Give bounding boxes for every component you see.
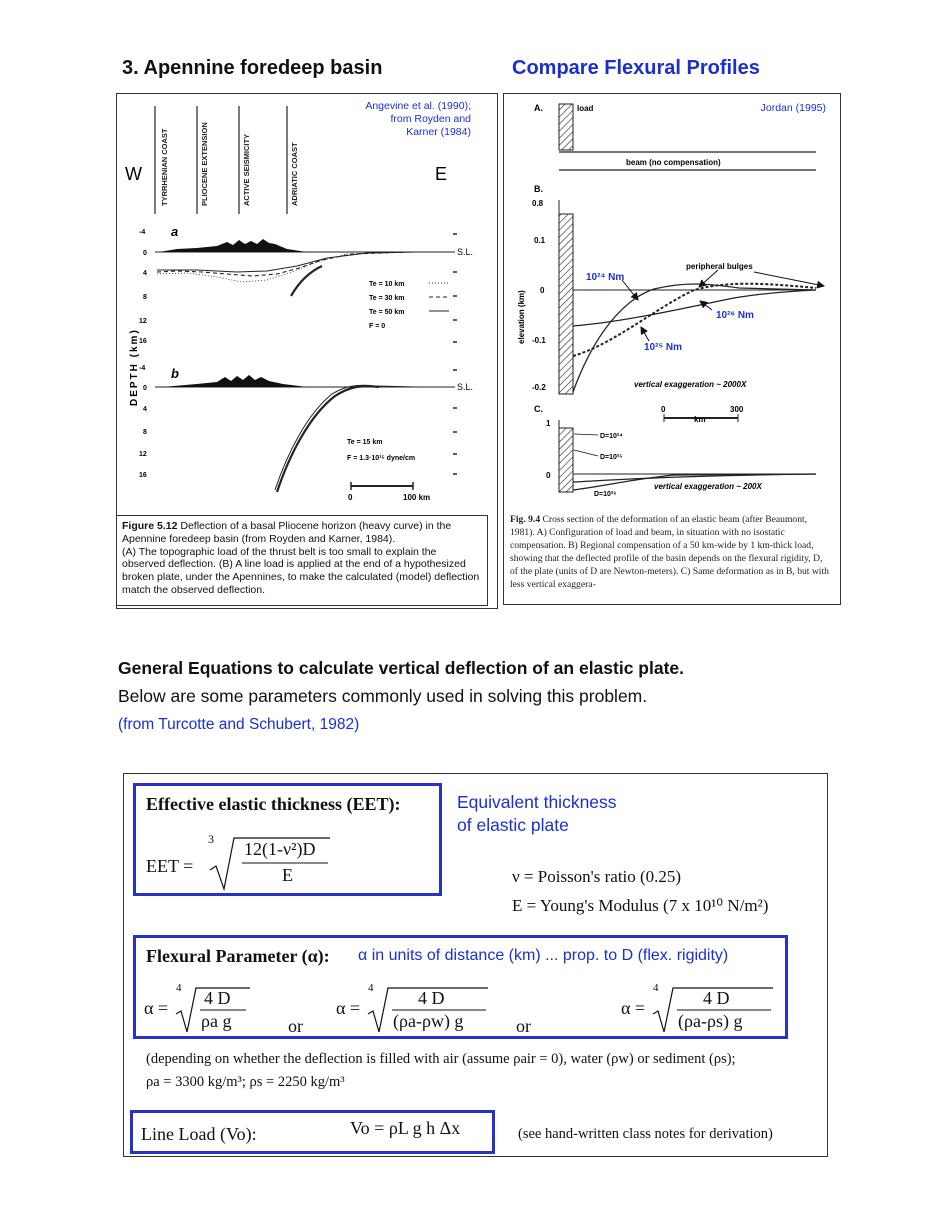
legend-b-item: F = 1.3·10¹⁵ dyne/cm [347, 455, 416, 462]
legend-a-item: F = 0 [369, 323, 386, 330]
equivalent-thickness-note: Equivalent thickness of elastic plate [457, 792, 617, 835]
tick: -4 [139, 365, 146, 372]
left-figure-credit: Angevine et al. (1990); from Royden and Karner (1984) [365, 100, 471, 138]
c-scale-zero: 0 [661, 405, 666, 414]
curve-te50 [157, 252, 417, 272]
sea-level-label-a: S.L. [457, 247, 474, 257]
flexural-note: α in units of distance (km) ... prop. to D (flex. rigidity) [358, 947, 729, 964]
b-tick: -0.1 [532, 336, 546, 345]
b-tick: 0 [540, 286, 545, 295]
curve-d24 [573, 284, 816, 392]
eet-title: Effective elastic thickness (EET): [146, 794, 401, 814]
sea-level-label-b: S.L. [457, 382, 474, 392]
flexural-title: Flexural Parameter (α): [146, 946, 330, 966]
panel-c-label: C. [534, 404, 543, 414]
c-d-label: D=10²⁵ [600, 454, 623, 461]
curve-d25 [573, 284, 816, 356]
apennine-figure [116, 93, 498, 609]
b-tick: 0.1 [534, 236, 546, 245]
b-tick: -0.2 [532, 383, 546, 392]
topographic-load-b [162, 375, 307, 387]
load-label: load [577, 104, 594, 113]
panel-b-label: b [171, 366, 179, 381]
flexural-parameter-box [133, 935, 788, 1039]
beam-label: beam (no compensation) [626, 158, 721, 167]
left-caption-bold: Figure 5.12 [122, 520, 178, 532]
model-curve-b [275, 385, 417, 490]
alpha-lhs: α = [621, 998, 646, 1018]
tick: -4 [139, 229, 146, 236]
youngs-modulus: E = Young's Modulus (7 x 10¹⁰ N/m²) [512, 896, 769, 915]
load-block-c [559, 428, 573, 492]
eet-numerator: 12(1-ν²)D [244, 839, 316, 859]
west-label: W [125, 164, 142, 184]
eet-box [133, 783, 442, 896]
alpha1-index: 4 [176, 982, 182, 994]
label-d25: 10²⁵ Nm [644, 342, 683, 353]
general-source: (from Turcotte and Schubert, 1982) [118, 716, 360, 733]
tick: 16 [139, 472, 147, 479]
eet-denominator: E [282, 865, 293, 885]
eet-lhs: EET = [146, 856, 194, 876]
right-figure-credit: Jordan (1995) [760, 102, 826, 114]
apennine-diagram [117, 94, 497, 514]
east-label: E [435, 164, 448, 184]
legend-a-item: Te = 50 km [369, 309, 405, 316]
left-heading: 3. Apennine foredeep basin [122, 57, 383, 79]
right-caption-text: Cross section of the deformation of an elastic beam (after Beaumont, 1981). A) Configuration of load and beam, in situation with no isostatic compensation. B) Regional compensation of a 50 km-wide by 1 km-thick load, showing that the deflected profile of the basin depends on the flexural rigidity, D, of the plate (units of D are Newton-meters). C) Same deformation as in B, but with less vertical exaggera- [510, 514, 829, 590]
or-label: or [516, 1016, 531, 1036]
alpha2-numerator: 4 D [418, 988, 445, 1008]
line-load-equation: Vo = ρL g h Δx [350, 1118, 461, 1138]
poisson-ratio: ν = Poisson's ratio (0.25) [512, 867, 682, 886]
tick: 4 [143, 270, 147, 277]
flexural-figure [503, 93, 841, 605]
left-caption [116, 515, 488, 606]
alpha1-numerator: 4 D [204, 988, 231, 1008]
tick: 12 [139, 318, 147, 325]
curve-d26 [573, 290, 816, 326]
equations-panel [123, 773, 828, 1157]
tick: 12 [139, 451, 147, 458]
alpha3-denominator: (ρa-ρs) g [678, 1011, 743, 1031]
c-scale-300: 300 [730, 405, 744, 414]
exaggeration-b: vertical exaggeration ~ 2000X [634, 380, 747, 389]
b-tick: 0.8 [532, 199, 544, 208]
density-condition-note: (depending on whether the deflection is filled with air (assume ρair = 0), water (ρw) or sediment (ρs); [146, 1051, 736, 1067]
panel-b-label: B. [534, 184, 543, 194]
legend-a-item: Te = 30 km [369, 295, 405, 302]
tick: 4 [143, 406, 147, 413]
tick: 8 [143, 429, 147, 436]
scale-start: 0 [348, 493, 353, 502]
depth-axis-label: DEPTH (km) [129, 328, 140, 406]
line-load-box [130, 1110, 495, 1154]
right-caption-bold: Fig. 9.4 [510, 514, 541, 525]
bulges-label: peripheral bulges [686, 262, 753, 271]
label-d24: 10²⁴ Nm [586, 272, 625, 283]
label-d26: 10²⁶ Nm [716, 310, 754, 321]
exaggeration-c: vertical exaggeration ~ 200X [654, 482, 762, 491]
alpha1-denominator: ρa g [201, 1011, 232, 1031]
panel-a-label: A. [534, 103, 543, 113]
c-d-label: D=10²⁶ [594, 491, 617, 498]
column-label: ADRIATIC COAST [290, 142, 299, 206]
line-load-note: (see hand-written class notes for derivation) [518, 1126, 773, 1142]
elevation-axis-label: elevation (km) [517, 290, 526, 344]
c-tick: 0 [546, 471, 551, 480]
c-scale-km: km [694, 415, 706, 424]
flexural-diagram [504, 94, 840, 504]
tick: 16 [139, 338, 147, 345]
legend-b-item: Te = 15 km [347, 439, 383, 446]
legend-a-item: Te = 10 km [369, 281, 405, 288]
tick: 0 [143, 250, 147, 257]
load-block-a [559, 104, 573, 150]
left-caption-text: Deflection of a basal Pliocene horizon (heavy curve) in the Apennine foredeep basin (from Royden and Karner, 1984). (A) The topographic load of the thrust belt is too small to explain the observed deflection. (B) A line load is applied at the end of a hypothesized broken plate, under the Apennines, to make the calculated (model) deflection match the observed deflection. [122, 520, 480, 596]
curve-te30 [157, 252, 407, 276]
alpha-lhs: α = [144, 998, 169, 1018]
curve-te10 [157, 252, 407, 282]
density-values: ρa = 3300 kg/m³; ρs = 2250 kg/m³ [146, 1074, 345, 1090]
alpha3-numerator: 4 D [703, 988, 730, 1008]
line-load-label: Line Load (Vo): [141, 1124, 257, 1144]
alpha3-index: 4 [653, 982, 659, 994]
alpha2-index: 4 [368, 982, 374, 994]
right-caption [510, 513, 832, 591]
topographic-load-a [159, 239, 307, 252]
or-label: or [288, 1016, 303, 1036]
column-label: PLIOCENE EXTENSION [200, 122, 209, 206]
alpha-lhs: α = [336, 998, 361, 1018]
column-label: ACTIVE SEISMICITY [242, 133, 251, 206]
column-label: TYRRHENIAN COAST [160, 128, 169, 206]
alpha2-denominator: (ρa-ρw) g [393, 1011, 464, 1031]
scale-end: 100 km [403, 493, 431, 502]
eet-root-index: 3 [208, 832, 214, 846]
c-tick: 1 [546, 419, 551, 428]
load-block-b [559, 214, 573, 394]
right-heading: Compare Flexural Profiles [512, 57, 760, 79]
tick: 8 [143, 294, 147, 301]
general-subtext: Below are some parameters commonly used in solving this problem. [118, 686, 648, 706]
tick: 0 [143, 385, 147, 392]
c-d-label: D=10²⁴ [600, 433, 623, 440]
general-heading: General Equations to calculate vertical deflection of an elastic plate. [118, 658, 685, 678]
panel-a-label: a [171, 224, 179, 239]
